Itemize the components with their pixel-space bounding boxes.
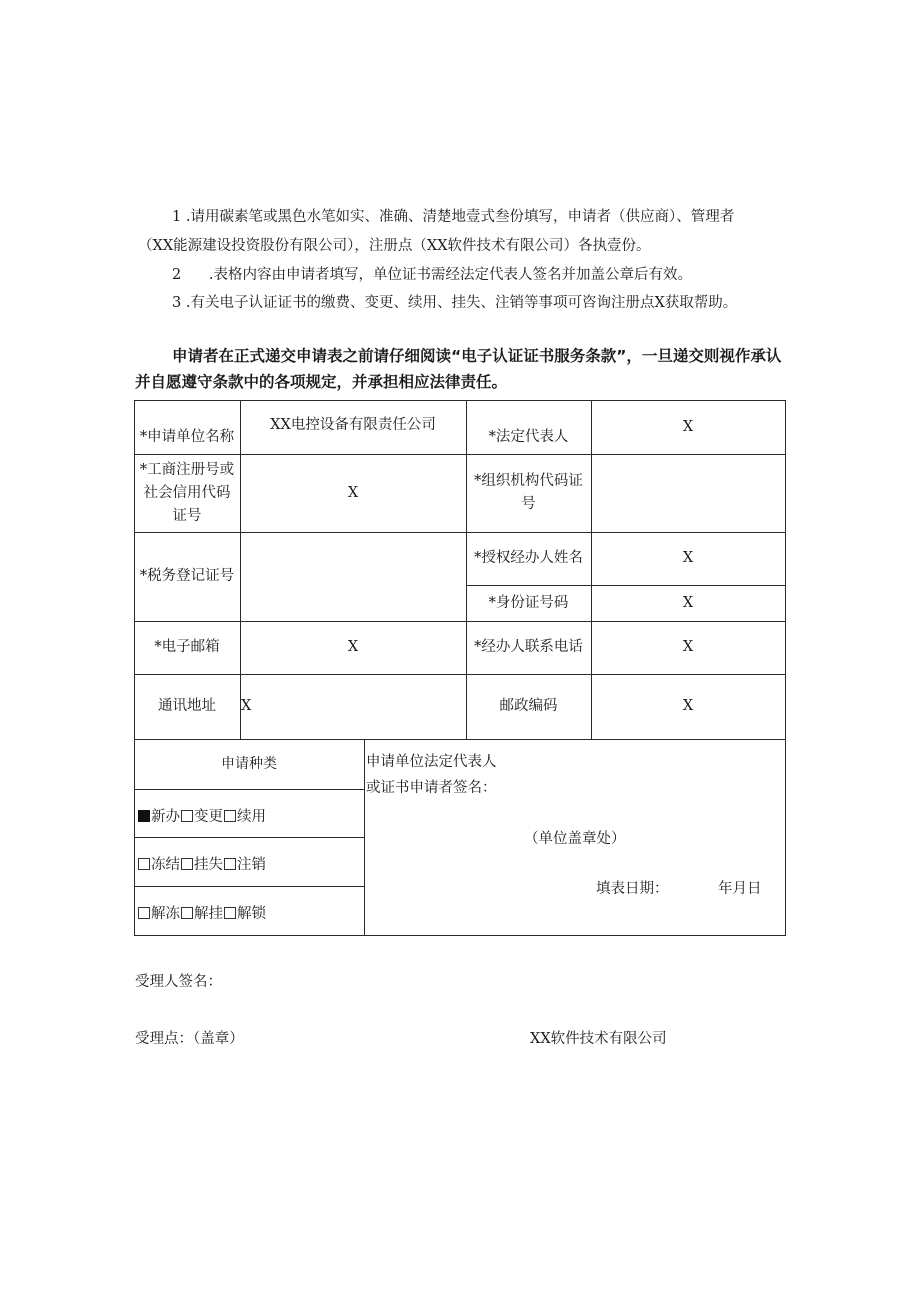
biz-reg-value[interactable]: X xyxy=(347,484,359,501)
accept-point: 受理点：（盖章） xyxy=(135,1031,244,1047)
instruction-2: 2 .表格内容由申请者填写，单位证书需经法定代表人签名并加盖公章后有效。 xyxy=(172,267,692,283)
instruction-1: 1 .请用碳素笔或黑色水笔如实、准确、清楚地壹式叁份填写，申请者（供应商）、管理者 xyxy=(172,209,735,225)
checkbox-unfreeze[interactable] xyxy=(138,907,150,919)
option-new-label: 新办 xyxy=(151,809,180,825)
options-row-2 xyxy=(137,853,266,874)
biz-reg-label xyxy=(134,454,240,532)
checkbox-new[interactable] xyxy=(138,810,150,822)
postcode-label: 邮政编码 xyxy=(499,698,558,714)
checkbox-cancel[interactable] xyxy=(224,858,236,870)
id-number-value[interactable]: X xyxy=(682,594,694,611)
address-label: 通讯地址 xyxy=(158,698,216,714)
option-change-label: 变更 xyxy=(194,809,223,825)
biz-reg-label-line-2: 社会信用代码 xyxy=(143,484,231,501)
receiver-signature: 受理人签名： xyxy=(135,974,222,990)
org-code-label-line-1: *组织机构代码证 xyxy=(474,473,583,489)
applicant-unit-label: *申请单位名称 xyxy=(139,428,235,445)
apply-type-label: 申请种类 xyxy=(221,755,277,772)
checkbox-freeze[interactable] xyxy=(138,858,150,870)
agent-name-label: *授权经办人姓名 xyxy=(474,550,583,566)
org-code-label xyxy=(466,454,591,532)
email-label: *电子邮箱 xyxy=(154,639,220,655)
org-code-label-line-2: 号 xyxy=(521,496,536,512)
seal-note: （单位盖章处） xyxy=(524,831,626,847)
address-value[interactable]: X xyxy=(241,698,252,714)
biz-reg-label-line-1: *工商注册号或 xyxy=(139,461,235,478)
tax-reg-value[interactable] xyxy=(240,532,466,621)
option-unreport-label: 解挂 xyxy=(194,906,223,922)
checkbox-report-loss[interactable] xyxy=(181,858,193,870)
fill-date-suffix: 年月日 xyxy=(718,881,762,897)
option-renew-label: 续用 xyxy=(237,809,266,825)
id-number-label: *身份证号码 xyxy=(488,594,569,611)
legal-rep-label: *法定代表人 xyxy=(488,428,569,445)
signature-line-2: 或证书申请者签名： xyxy=(366,780,497,796)
fill-date-label: 填表日期： xyxy=(596,881,669,897)
agent-phone-value[interactable]: X xyxy=(682,639,694,655)
applicant-unit-value[interactable]: XX电控设备有限责任公司 xyxy=(270,417,436,433)
option-unfreeze-label: 解冻 xyxy=(151,906,180,922)
notice-line-1: 申请者在正式递交申请表之前请仔细阅读“电子认证证书服务条款”，一旦递交则视作承认 xyxy=(172,347,782,365)
agent-phone-label: *经办人联系电话 xyxy=(474,639,583,655)
biz-reg-label-line-3: 证号 xyxy=(172,507,202,524)
options-row-1 xyxy=(137,805,266,826)
org-code-value[interactable] xyxy=(591,454,785,532)
option-report-loss-label: 挂失 xyxy=(194,857,223,873)
option-cancel-label: 注销 xyxy=(237,857,266,873)
registration-company: XX软件技术有限公司 xyxy=(530,1031,667,1047)
agent-name-value[interactable]: X xyxy=(682,550,694,566)
signature-line-1: 申请单位法定代表人 xyxy=(366,754,497,770)
option-freeze-label: 冻结 xyxy=(151,857,180,873)
postcode-value[interactable]: X xyxy=(682,698,694,714)
checkbox-change[interactable] xyxy=(181,810,193,822)
notice-line-2: 并自愿遵守条款中的各项规定，并承担相应法律责任。 xyxy=(135,373,508,391)
checkbox-unreport[interactable] xyxy=(181,907,193,919)
legal-rep-value[interactable]: X xyxy=(682,418,694,435)
tax-reg-label: *税务登记证号 xyxy=(139,568,235,584)
instruction-1-cont: （XX能源建设投资股份有限公司），注册点（XX软件技术有限公司）各执壹份。 xyxy=(138,238,651,254)
checkbox-unlock[interactable] xyxy=(224,907,236,919)
checkbox-renew[interactable] xyxy=(224,810,236,822)
options-row-3 xyxy=(137,902,266,923)
instruction-3: 3 .有关电子认证证书的缴费、变更、续用、挂失、注销等事项可咨询注册点X获取帮助。 xyxy=(172,295,738,311)
email-value[interactable]: X xyxy=(347,639,359,655)
option-unlock-label: 解锁 xyxy=(237,906,266,922)
